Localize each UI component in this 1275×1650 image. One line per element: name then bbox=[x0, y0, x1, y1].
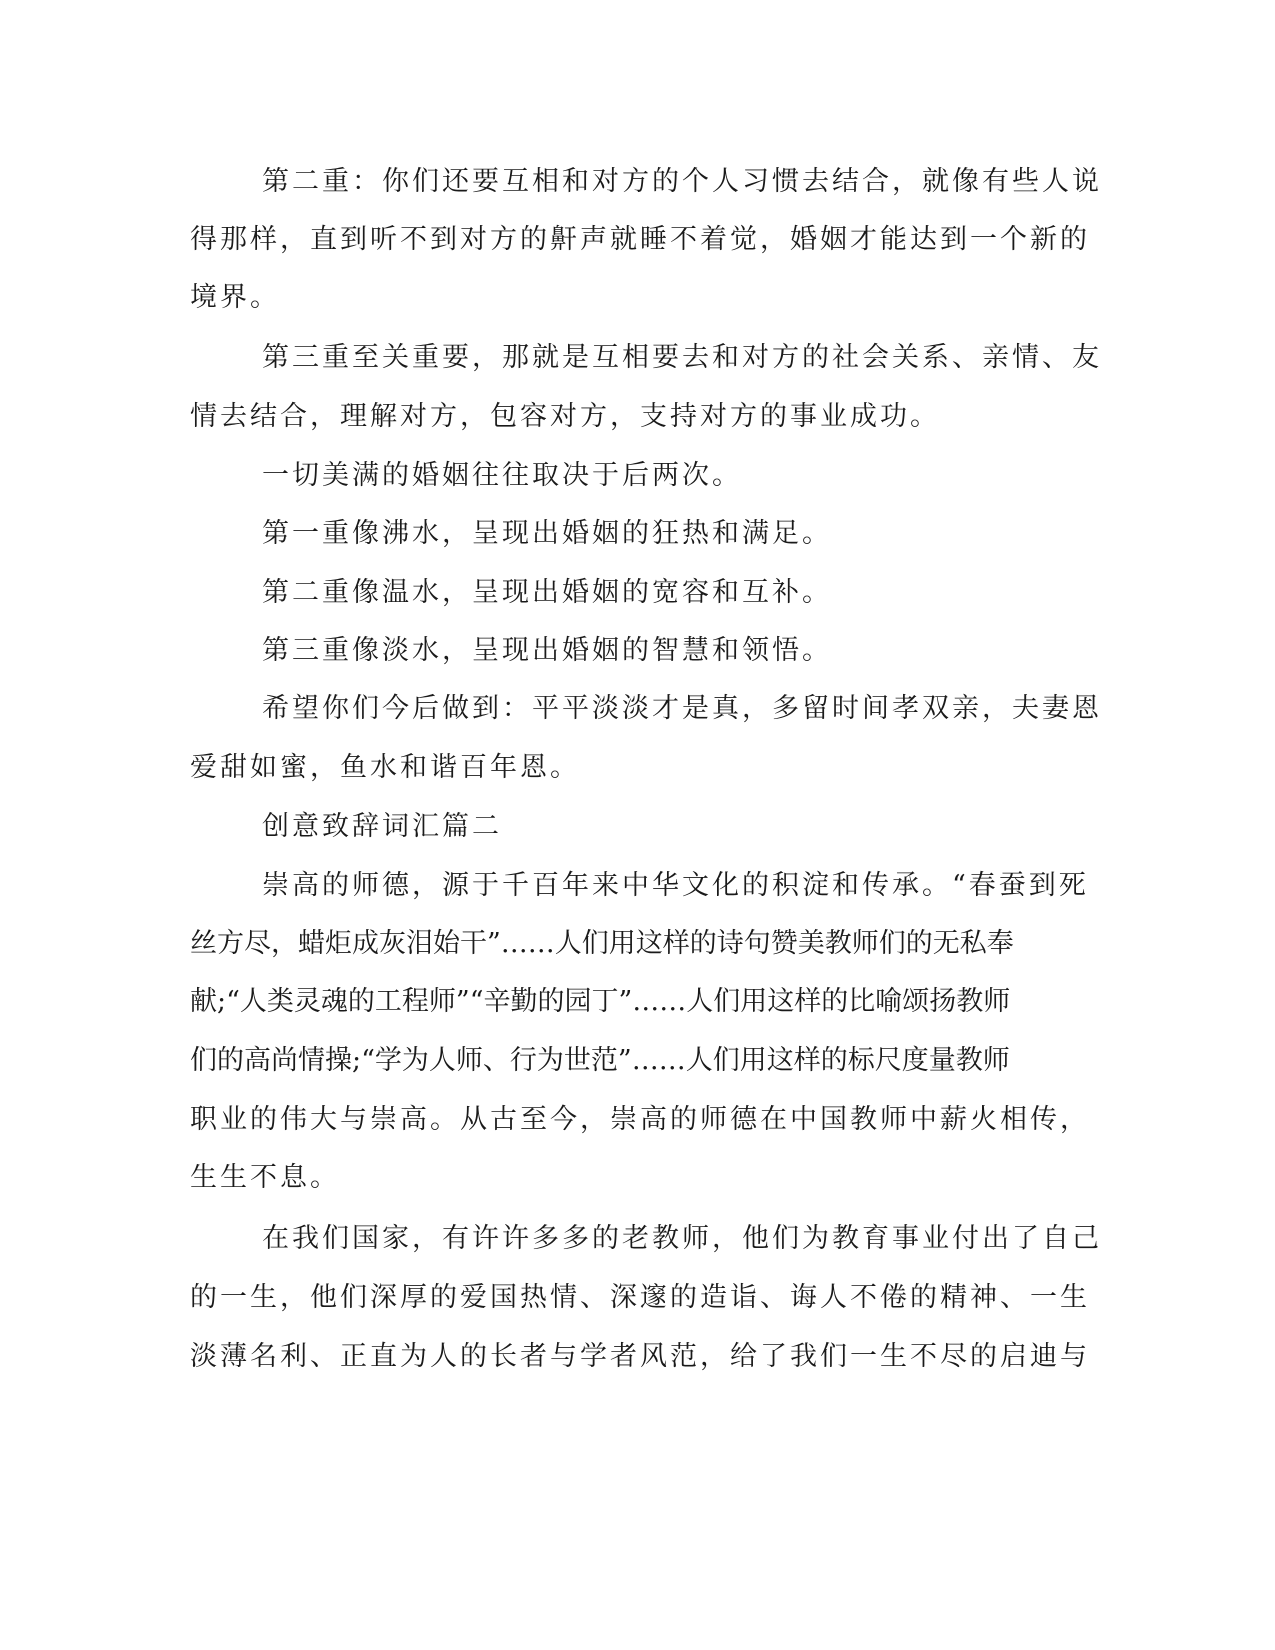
paragraph-line: 第一重像沸水，呈现出婚姻的狂热和满足。 bbox=[262, 518, 832, 549]
paragraph-line: 职业的伟大与崇高。从古至今，崇高的师德在中国教师中薪火相传， bbox=[190, 1104, 1090, 1135]
paragraph-line: 第三重至关重要，那就是互相要去和对方的社会关系、亲情、友 bbox=[262, 342, 1102, 373]
paragraph-line: 在我们国家，有许许多多的老教师，他们为教育事业付出了自己 bbox=[262, 1223, 1102, 1254]
paragraph-line: 得那样，直到听不到对方的鼾声就睡不着觉，婚姻才能达到一个新的 bbox=[190, 224, 1090, 255]
paragraph-line: 的一生，他们深厚的爱国热情、深邃的造诣、诲人不倦的精神、一生 bbox=[190, 1282, 1090, 1313]
paragraph-line: 崇高的师德，源于千百年来中华文化的积淀和传承。“春蚕到死 bbox=[262, 870, 1089, 901]
paragraph-line: 希望你们今后做到：平平淡淡才是真，多留时间孝双亲，夫妻恩 bbox=[262, 693, 1102, 724]
section-heading: 创意致辞词汇篇二 bbox=[262, 811, 502, 842]
paragraph-line: 境界。 bbox=[190, 282, 280, 313]
paragraph-line: 淡薄名利、正直为人的长者与学者风范，给了我们一生不尽的启迪与 bbox=[190, 1341, 1090, 1372]
paragraph-line: 第二重：你们还要互相和对方的个人习惯去结合，就像有些人说 bbox=[262, 166, 1102, 197]
paragraph-line: 第三重像淡水，呈现出婚姻的智慧和领悟。 bbox=[262, 635, 832, 666]
paragraph-line: 情去结合，理解对方，包容对方，支持对方的事业成功。 bbox=[190, 401, 940, 432]
paragraph-line: 一切美满的婚姻往往取决于后两次。 bbox=[262, 460, 742, 491]
paragraph-line: 第二重像温水，呈现出婚姻的宽容和互补。 bbox=[262, 577, 832, 608]
paragraph-line: 生生不息。 bbox=[190, 1162, 340, 1193]
paragraph-line: 献;“人类灵魂的工程师”“辛勤的园丁”……人们用这样的比喻颂扬教师 bbox=[190, 986, 1011, 1017]
paragraph-line: 丝方尽，蜡炬成灰泪始干”……人们用这样的诗句赞美教师们的无私奉 bbox=[190, 928, 1014, 959]
paragraph-line: 爱甜如蜜，鱼水和谐百年恩。 bbox=[190, 752, 580, 783]
paragraph-line: 们的高尚情操;“学为人师、行为世范”……人们用这样的标尺度量教师 bbox=[190, 1045, 1010, 1076]
